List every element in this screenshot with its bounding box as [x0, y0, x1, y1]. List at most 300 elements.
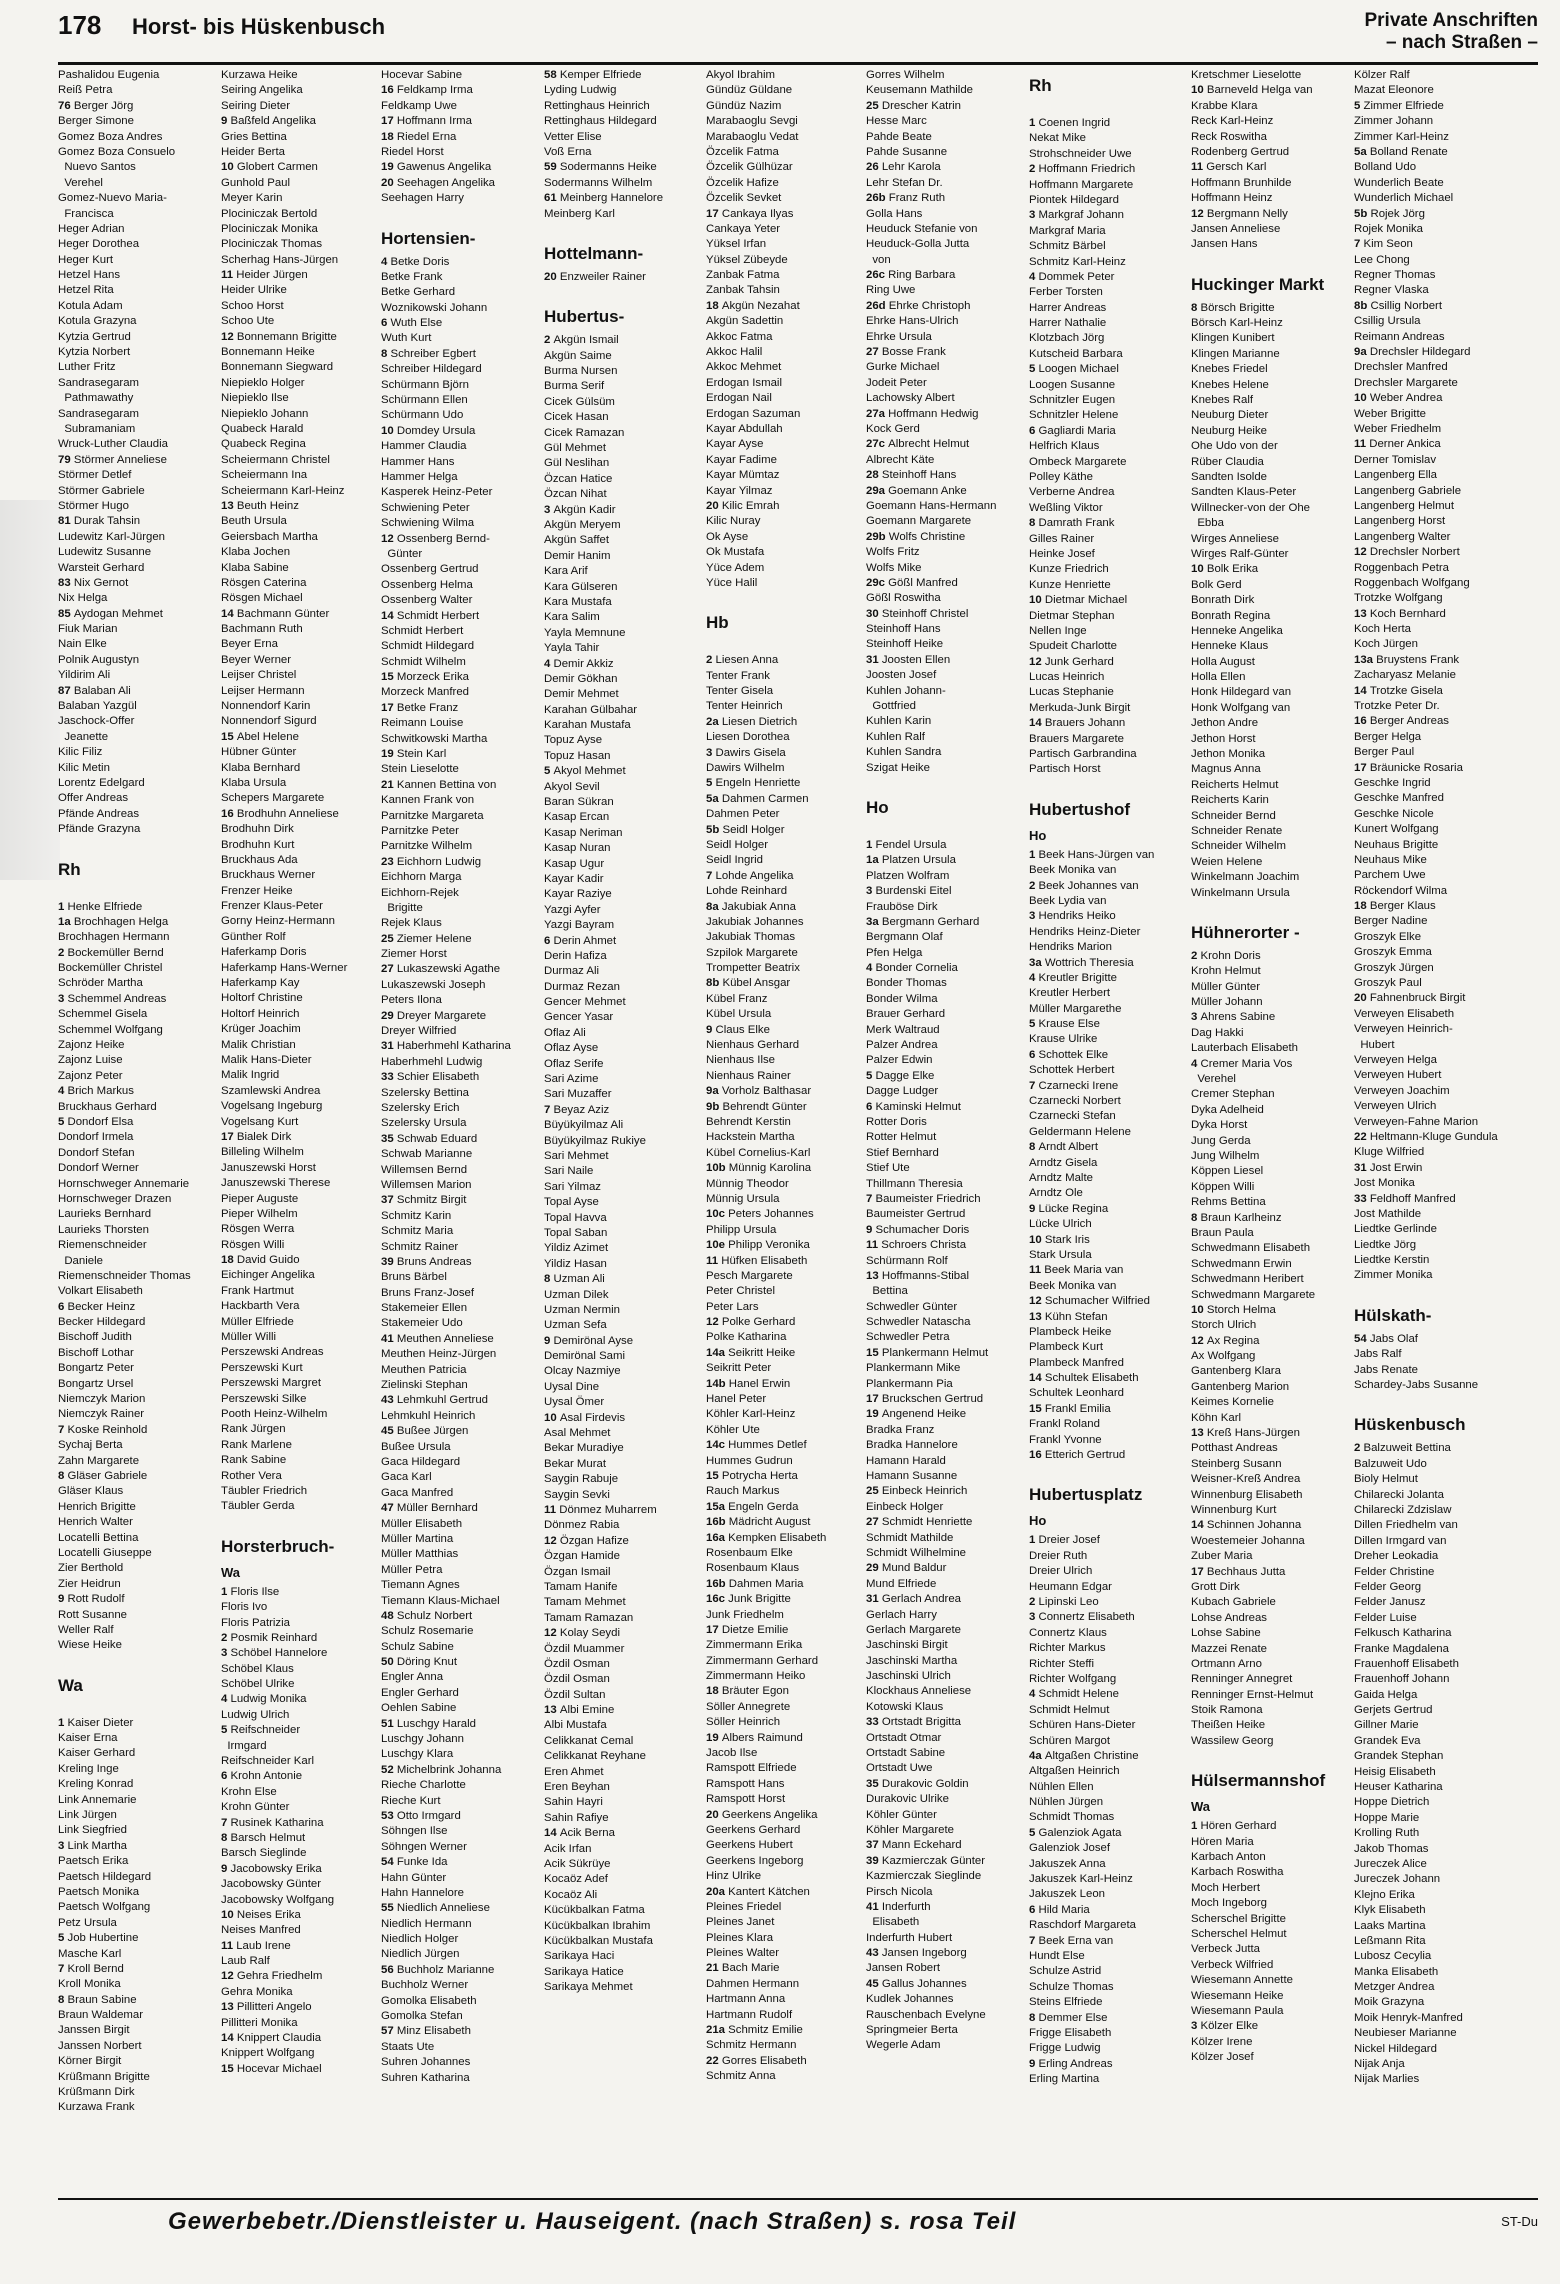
directory-entry: Stoik Ramona — [1191, 1704, 1263, 1717]
district-heading: Ho — [1029, 1513, 1047, 1529]
directory-entry: Tamam Mehmet — [544, 1596, 626, 1609]
resident-name: Schwab Eduard — [396, 1132, 478, 1145]
directory-entry: Pfände Grazyna — [58, 823, 141, 836]
directory-entry — [1354, 607, 1519, 622]
house-number: 5 — [1029, 1018, 1039, 1031]
directory-entry — [58, 1716, 223, 1731]
directory-entry: Müller Petra — [381, 1563, 443, 1576]
resident-name: Hoffmann Hedwig — [888, 407, 979, 420]
directory-entry: Ramspott Elfriede — [706, 1762, 797, 1775]
directory-entry: Geschke Manfred — [1354, 792, 1444, 805]
directory-entry: Bischoff Judith — [58, 1331, 132, 1344]
directory-entry: Rettinghaus Heinrich — [544, 99, 650, 112]
directory-entry: Bachmann Ruth — [221, 623, 303, 636]
directory-entry: Szamlewski Andrea — [221, 1084, 321, 1097]
directory-entry: Szelersky Bettina — [381, 1086, 469, 1099]
directory-entry: Ehrke Ursula — [866, 330, 932, 343]
house-number: 16a — [706, 1531, 729, 1544]
house-number: 9 — [1029, 2057, 1039, 2070]
directory-entry: Gomolka Stefan — [381, 2010, 463, 2023]
directory-entry — [1029, 1826, 1194, 1841]
directory-entry: Palzer Andrea — [866, 1039, 938, 1052]
resident-name: Barsch Helmut — [230, 1831, 306, 1844]
directory-entry: Joosten Josef — [866, 669, 937, 682]
resident-name: Beuth Heinz — [236, 499, 299, 512]
directory-entry: Rosenbaum Elke — [706, 1546, 793, 1559]
house-number: 11 — [1029, 1264, 1045, 1277]
resident-name: Barneveld Helga van — [1206, 84, 1313, 97]
resident-name: Dahmen Carmen — [721, 792, 809, 805]
directory-entry: Ortstadt Sabine — [866, 1747, 946, 1760]
house-number: 43 — [381, 1394, 397, 1407]
resident-name: Kempken Elisabeth — [728, 1531, 827, 1544]
resident-name: Bolk Erika — [1206, 563, 1259, 576]
directory-entry: Uzman Sefa — [544, 1319, 607, 1332]
directory-entry — [706, 2054, 871, 2069]
directory-entry: Goemann Hans-Hermann — [866, 499, 997, 512]
directory-entry: Bußee Ursula — [381, 1440, 451, 1453]
directory-entry: Meuthen Patricia — [381, 1363, 467, 1376]
house-number: 12 — [1191, 207, 1207, 220]
directory-entry: Hendriks Heinz-Dieter — [1029, 925, 1141, 938]
district-heading: Ho — [1029, 827, 1047, 843]
house-number: 26c — [866, 269, 889, 282]
resident-name: Enzweiler Rainer — [559, 270, 646, 283]
resident-name: Vorholz Balthasar — [721, 1085, 812, 1098]
directory-entry: Moch Herbert — [1191, 1881, 1261, 1894]
resident-name: Koch Bernhard — [1369, 607, 1446, 620]
house-number: 35 — [866, 1777, 882, 1790]
resident-name: Wuth Else — [390, 317, 443, 330]
directory-entry: Täubler Friedrich — [221, 1484, 308, 1497]
directory-column — [221, 68, 386, 2190]
directory-entry: Januszewski Therese — [221, 1177, 331, 1190]
directory-entry: Kotula Adam — [58, 299, 123, 312]
resident-name: Erling Andreas — [1038, 2057, 1113, 2070]
directory-entry: Weller Ralf — [58, 1623, 114, 1636]
directory-entry: Moch Ingeborg — [1191, 1897, 1267, 1910]
directory-entry: Frenzer Heike — [221, 884, 293, 897]
directory-entry: Nijak Anja — [1354, 2058, 1405, 2071]
directory-entry: Billeling Wilhelm — [221, 1146, 304, 1159]
resident-name: Brauers Johann — [1044, 717, 1126, 730]
directory-entry: Connertz Klaus — [1029, 1626, 1107, 1639]
directory-entry: Jansen Anneliese — [1191, 222, 1281, 235]
directory-entry: Szpilok Margarete — [706, 946, 798, 959]
house-number: 5 — [706, 777, 716, 790]
house-number: 25 — [866, 99, 882, 112]
directory-entry: Verweyen-Fahne Marion — [1354, 1115, 1479, 1128]
directory-entry — [866, 530, 1031, 545]
directory-entry: Hahn Hannelore — [381, 1886, 464, 1899]
directory-entry: Jeanette — [58, 730, 109, 743]
directory-entry — [381, 1717, 546, 1732]
directory-entry: Karahan Gülbahar — [544, 703, 638, 716]
directory-entry: Lorentz Edelgard — [58, 776, 145, 789]
directory-entry — [221, 330, 386, 345]
house-number: 41 — [866, 1900, 882, 1913]
directory-entry: Topal Havva — [544, 1211, 607, 1224]
directory-entry: Schnitzler Helene — [1029, 409, 1119, 422]
directory-entry: Krause Ulrike — [1029, 1033, 1098, 1046]
directory-entry: Kazmierczak Sieglinde — [866, 1870, 982, 1883]
directory-entry: Frank Hartmut — [221, 1284, 294, 1297]
resident-name: Hoffmanns-Stibal — [881, 1269, 970, 1282]
directory-entry: Bekar Murat — [544, 1457, 607, 1470]
directory-entry: Schmitz Maria — [381, 1225, 454, 1238]
house-number: 1 — [1029, 848, 1039, 861]
resident-name: Posmik Reinhard — [230, 1631, 318, 1644]
resident-name: Engeln Gerda — [728, 1500, 799, 1513]
directory-entry — [1354, 761, 1519, 776]
directory-entry — [706, 1238, 871, 1253]
house-number: 8 — [221, 1831, 231, 1844]
house-number: 83 — [58, 576, 74, 589]
resident-name: Feldhoff Manfred — [1369, 1192, 1456, 1205]
directory-entry: Dönmez Rabia — [544, 1519, 620, 1532]
directory-entry: Leijser Hermann — [221, 684, 305, 697]
house-number: 3 — [1191, 1011, 1201, 1024]
directory-entry: Bradka Franz — [866, 1423, 935, 1436]
directory-entry: Storch Ulrich — [1191, 1319, 1257, 1332]
house-number: 17 — [221, 1130, 237, 1143]
resident-name: Inderfurth — [881, 1900, 931, 1913]
resident-name: Sodermanns Heike — [559, 161, 657, 174]
resident-name: Ehrke Christoph — [888, 299, 971, 312]
directory-entry — [866, 1223, 1031, 1238]
directory-entry: Frauenhoff Johann — [1354, 1673, 1450, 1686]
directory-entry: Bruckhaus Gerhard — [58, 1100, 157, 1113]
directory-entry — [1029, 116, 1194, 131]
directory-entry: Heger Adrian — [58, 222, 125, 235]
page-footer — [58, 2198, 1538, 2240]
directory-entry: Jung Gerda — [1191, 1134, 1251, 1147]
directory-entry — [381, 670, 546, 685]
house-number: 5 — [544, 765, 554, 778]
directory-entry: Willnecker-von der Ohe — [1191, 501, 1311, 514]
resident-name: Dreyer Margarete — [396, 1009, 487, 1022]
directory-entry: Niemczyk Marion — [58, 1393, 146, 1406]
directory-entry: Heider Berta — [221, 145, 285, 158]
resident-name: Feldkamp Irma — [396, 84, 473, 97]
resident-name: Gerlach Andrea — [881, 1593, 961, 1606]
directory-entry: Felder Janusz — [1354, 1596, 1426, 1609]
resident-name: Liesen Dietrich — [721, 715, 798, 728]
directory-entry: Buchholz Werner — [381, 1979, 469, 1992]
resident-name: Ossenberg Bernd- — [396, 532, 490, 545]
directory-entry: Kocaöz Adef — [544, 1873, 608, 1886]
resident-name: Ax Regina — [1206, 1334, 1260, 1347]
directory-entry: Betke Gerhard — [381, 286, 456, 299]
house-number: 1 — [58, 1716, 68, 1729]
resident-name: Potrycha Herta — [721, 1469, 798, 1482]
directory-entry: Neubieser Marianne — [1354, 2027, 1457, 2040]
resident-name: Bonder Cornelia — [875, 962, 958, 975]
resident-name: Polke Gerhard — [721, 1316, 796, 1329]
resident-name: Asal Firdevis — [559, 1411, 626, 1424]
directory-entry: Brodhuhn Kurt — [221, 838, 295, 851]
directory-entry — [58, 1993, 223, 2008]
directory-entry: Kübel Franz — [706, 992, 768, 1005]
directory-entry: Schürmann Björn — [381, 378, 470, 391]
directory-entry: Steinhoff Hans — [866, 623, 941, 636]
directory-entry — [221, 1769, 386, 1784]
directory-entry: Gaida Helga — [1354, 1688, 1418, 1701]
resident-name: Berger Klaus — [1369, 900, 1436, 913]
directory-entry — [706, 653, 871, 668]
house-number: 14c — [706, 1439, 729, 1452]
directory-entry — [1191, 2019, 1356, 2034]
resident-name: Neises Erika — [236, 1908, 301, 1921]
resident-name: Bosse Frank — [881, 346, 946, 359]
directory-entry — [866, 1946, 1031, 1961]
house-number: 27 — [381, 963, 397, 976]
directory-entry: Jethon Andre — [1191, 717, 1259, 730]
house-number: 4 — [866, 962, 876, 975]
directory-entry: Scherhag Hans-Jürgen — [221, 253, 339, 266]
directory-entry: Hetzel Hans — [58, 269, 121, 282]
house-number: 15 — [381, 671, 397, 684]
directory-entry: Ok Ayse — [706, 530, 749, 543]
directory-entry — [866, 653, 1031, 668]
directory-entry: Altgaßen Heinrich — [1029, 1765, 1120, 1778]
directory-entry — [1029, 1371, 1194, 1386]
directory-entry: Theißen Heike — [1191, 1719, 1266, 1732]
directory-entry — [1354, 653, 1519, 668]
directory-entry: Schmidt Thomas — [1029, 1811, 1115, 1824]
resident-name: Schmidt Henriette — [881, 1516, 973, 1529]
directory-entry: Vogelsang Ingeburg — [221, 1100, 323, 1113]
directory-entry: Renninger Annegret — [1191, 1673, 1293, 1686]
directory-entry — [1191, 1819, 1356, 1834]
directory-entry: Klaba Jochen — [221, 546, 291, 559]
directory-entry: Becker Hildegard — [58, 1316, 146, 1329]
directory-entry — [544, 191, 709, 206]
directory-entry: Beuth Ursula — [221, 515, 287, 528]
directory-entry: Kretschmer Lieselotte — [1191, 69, 1302, 81]
directory-entry: Jakuszek Karl-Heinz — [1029, 1873, 1133, 1886]
directory-entry: Arndtz Ole — [1029, 1187, 1083, 1200]
resident-name: Arndt Albert — [1038, 1141, 1099, 1154]
directory-entry: Schulze Thomas — [1029, 1980, 1114, 1993]
resident-name: Hüfken Elisabeth — [721, 1254, 808, 1267]
resident-name: Kölzer Elke — [1200, 2020, 1259, 2033]
house-number: 12 — [706, 1316, 722, 1329]
house-number: 5 — [58, 1932, 68, 1945]
directory-entry: Jung Wilhelm — [1191, 1150, 1260, 1162]
spacer — [1191, 1749, 1356, 1763]
directory-entry: Ortstadt Uwe — [866, 1762, 933, 1775]
directory-entry: Haferkamp Kay — [221, 977, 300, 990]
directory-entry: Langenberg Gabriele — [1354, 484, 1462, 497]
house-number: 12 — [1029, 1295, 1045, 1308]
house-number: 8 — [1191, 1211, 1201, 1224]
resident-name: Plankermann Helmut — [881, 1346, 989, 1359]
resident-name: Kaiser Dieter — [67, 1716, 134, 1729]
directory-entry: Hetzel Rita — [58, 284, 114, 297]
directory-entry: Geerkens Hubert — [706, 1839, 793, 1852]
directory-entry: Heumann Edgar — [1029, 1580, 1112, 1593]
house-number: 6 — [1029, 1903, 1039, 1916]
directory-entry: Karbach Roswitha — [1191, 1866, 1284, 1879]
directory-entry: Bongartz Ursel — [58, 1377, 134, 1390]
directory-entry: Haberhmehl Ludwig — [381, 1055, 483, 1068]
directory-entry — [866, 1592, 1031, 1607]
directory-entry: Rösgen Willi — [221, 1238, 285, 1251]
house-number: 14 — [544, 1827, 560, 1840]
directory-entry: Bruns Franz-Josef — [381, 1286, 475, 1299]
directory-entry: Brodhuhn Dirk — [221, 823, 294, 836]
directory-entry: Janssen Norbert — [58, 2039, 142, 2052]
directory-entry: Krüßmann Brigitte — [58, 2070, 150, 2083]
directory-entry: Subramaniam — [58, 422, 136, 435]
directory-entry: Stakemeier Ellen — [381, 1302, 468, 1315]
directory-entry — [381, 114, 546, 129]
directory-entry: Jodeit Peter — [866, 376, 927, 389]
directory-entry — [706, 1684, 871, 1699]
directory-entry: Tiemann Agnes — [381, 1579, 460, 1592]
directory-entry: Reimann Andreas — [1354, 330, 1445, 343]
resident-name: Philipp Veronika — [728, 1239, 810, 1252]
directory-entry: Verweyen Helga — [1354, 1054, 1437, 1066]
directory-entry: Polley Käthe — [1029, 470, 1093, 483]
directory-entry — [1354, 237, 1519, 252]
directory-entry: Szelersky Ursula — [381, 1117, 467, 1130]
house-number: 18 — [706, 299, 722, 312]
directory-entry: Rosenbaum Klaus — [706, 1562, 800, 1575]
house-number: 17 — [866, 1393, 882, 1406]
resident-name: Junk Gerhard — [1044, 655, 1114, 668]
directory-entry: Albrecht Käte — [866, 453, 935, 466]
directory-entry: Richter Steffi — [1029, 1657, 1094, 1670]
directory-entry: Lyding Ludwig — [544, 84, 617, 97]
directory-entry: Kreutler Herbert — [1029, 987, 1111, 1000]
directory-entry — [381, 1855, 546, 1870]
resident-name: Bußee Jürgen — [396, 1425, 469, 1438]
resident-name: Job Hubertine — [67, 1932, 139, 1945]
resident-name: Michelbrink Johanna — [396, 1763, 502, 1776]
house-number: 3a — [1029, 956, 1045, 969]
house-number: 27a — [866, 407, 889, 420]
district-heading: Wa — [1191, 1799, 1211, 1815]
directory-entry: Frankl Yvonne — [1029, 1433, 1102, 1446]
directory-entry: Beyer Erna — [221, 638, 278, 651]
directory-entry: Golla Hans — [866, 207, 923, 220]
directory-entry — [221, 2062, 386, 2077]
directory-entry: Heger Kurt — [58, 253, 114, 266]
resident-name: Balzuweit Bettina — [1363, 1442, 1451, 1455]
directory-entry: Akgün Sadettin — [706, 315, 784, 328]
house-number: 1 — [1191, 1820, 1201, 1833]
directory-entry: Kölzer Irene — [1191, 2035, 1253, 2048]
directory-entry: Lohse Andreas — [1191, 1611, 1267, 1624]
directory-entry — [1191, 207, 1356, 222]
directory-entry: Frauböse Dirk — [866, 900, 938, 913]
directory-entry: Woznikowski Johann — [381, 301, 488, 314]
directory-entry: Schwedler Günter — [866, 1300, 958, 1313]
resident-name: Gagliardi Maria — [1038, 424, 1116, 437]
house-number: 45 — [866, 1977, 882, 1990]
house-number: 8 — [1029, 1141, 1039, 1154]
house-number: 61 — [544, 192, 560, 205]
directory-entry: Hinz Ulrike — [706, 1870, 762, 1883]
directory-entry: Özdil Sultan — [544, 1688, 606, 1701]
directory-entry: Ludewitz Susanne — [58, 546, 152, 559]
directory-entry: Magnus Anna — [1191, 763, 1261, 776]
directory-entry: Wiesemann Annette — [1191, 1974, 1293, 1987]
resident-name: Cremer Maria Vos — [1200, 1057, 1293, 1070]
directory-entry: Nijak Marlies — [1354, 2073, 1420, 2086]
directory-entry: Brochhagen Hermann — [58, 931, 170, 944]
directory-entry: Kudlek Johannes — [866, 1993, 954, 2006]
directory-entry — [706, 1731, 871, 1746]
directory-entry — [1029, 1903, 1194, 1918]
house-number: 8b — [1354, 299, 1371, 312]
street-heading: Hüskenbusch — [1354, 1415, 1466, 1435]
directory-entry: Dondorf Werner — [58, 1162, 139, 1175]
directory-entry — [381, 1763, 546, 1778]
directory-entry: Gaca Hildegard — [381, 1455, 461, 1468]
resident-name: Gersch Karl — [1206, 161, 1267, 174]
directory-entry: Bolland Udo — [1354, 161, 1417, 174]
resident-name: Altgaßen Christine — [1044, 1749, 1139, 1762]
directory-entry — [1029, 1233, 1194, 1248]
resident-name: David Guido — [236, 1254, 300, 1267]
resident-name: Dahmen Maria — [728, 1577, 804, 1590]
directory-entry: Trotzke Peter Dr. — [1354, 700, 1440, 713]
directory-entry: Laurieks Thorsten — [58, 1223, 149, 1236]
house-number: 14 — [1029, 717, 1045, 730]
directory-entry: Heinke Josef — [1029, 547, 1095, 560]
house-number: 33 — [1354, 1192, 1370, 1205]
directory-entry: Ramspott Horst — [706, 1793, 786, 1806]
directory-entry — [58, 453, 223, 468]
directory-entry: Gorny Heinz-Hermann — [221, 915, 335, 928]
house-number: 1 — [1029, 1534, 1039, 1547]
directory-entry: Sodermanns Wilhelm — [544, 176, 653, 189]
house-number: 10 — [1191, 1303, 1207, 1316]
resident-name: Bonnemann Brigitte — [236, 330, 337, 343]
directory-entry — [221, 1969, 386, 1984]
house-number: 3 — [58, 1839, 68, 1852]
directory-entry: Koch Herta — [1354, 623, 1411, 636]
directory-entry — [221, 114, 386, 129]
house-number: 5b — [706, 823, 723, 836]
directory-entry: Zimmermann Gerhard — [706, 1654, 819, 1667]
directory-entry: Zajonz Heike — [58, 1039, 125, 1052]
resident-name: Behrendt Günter — [722, 1100, 807, 1113]
directory-entry: Sahin Rafiye — [544, 1811, 609, 1824]
directory-entry: Ebba — [1191, 517, 1224, 530]
directory-entry: Seidl Holger — [706, 838, 769, 851]
directory-entry: Jakuszek Leon — [1029, 1888, 1105, 1901]
directory-entry: Schemmel Wolfgang — [58, 1023, 163, 1036]
resident-name: Frankl Emilia — [1044, 1402, 1111, 1415]
resident-name: Eichhorn Ludwig — [396, 855, 482, 868]
directory-entry: Klotzbach Jörg — [1029, 332, 1105, 345]
directory-entry: Lücke Ulrich — [1029, 1218, 1092, 1231]
directory-entry: Polke Katharina — [706, 1331, 787, 1344]
directory-entry: Dagge Ludger — [866, 1085, 939, 1098]
resident-name: Uzman Ali — [553, 1273, 605, 1286]
directory-entry: Wirges Ralf-Günter — [1191, 547, 1289, 560]
directory-entry — [381, 1963, 546, 1978]
spacer — [58, 1702, 223, 1716]
directory-entry — [706, 1885, 871, 1900]
directory-entry: Köhler Ute — [706, 1423, 760, 1436]
directory-entry: Krüßmann Dirk — [58, 2086, 135, 2099]
resident-name: Demir Akkiz — [553, 657, 614, 670]
